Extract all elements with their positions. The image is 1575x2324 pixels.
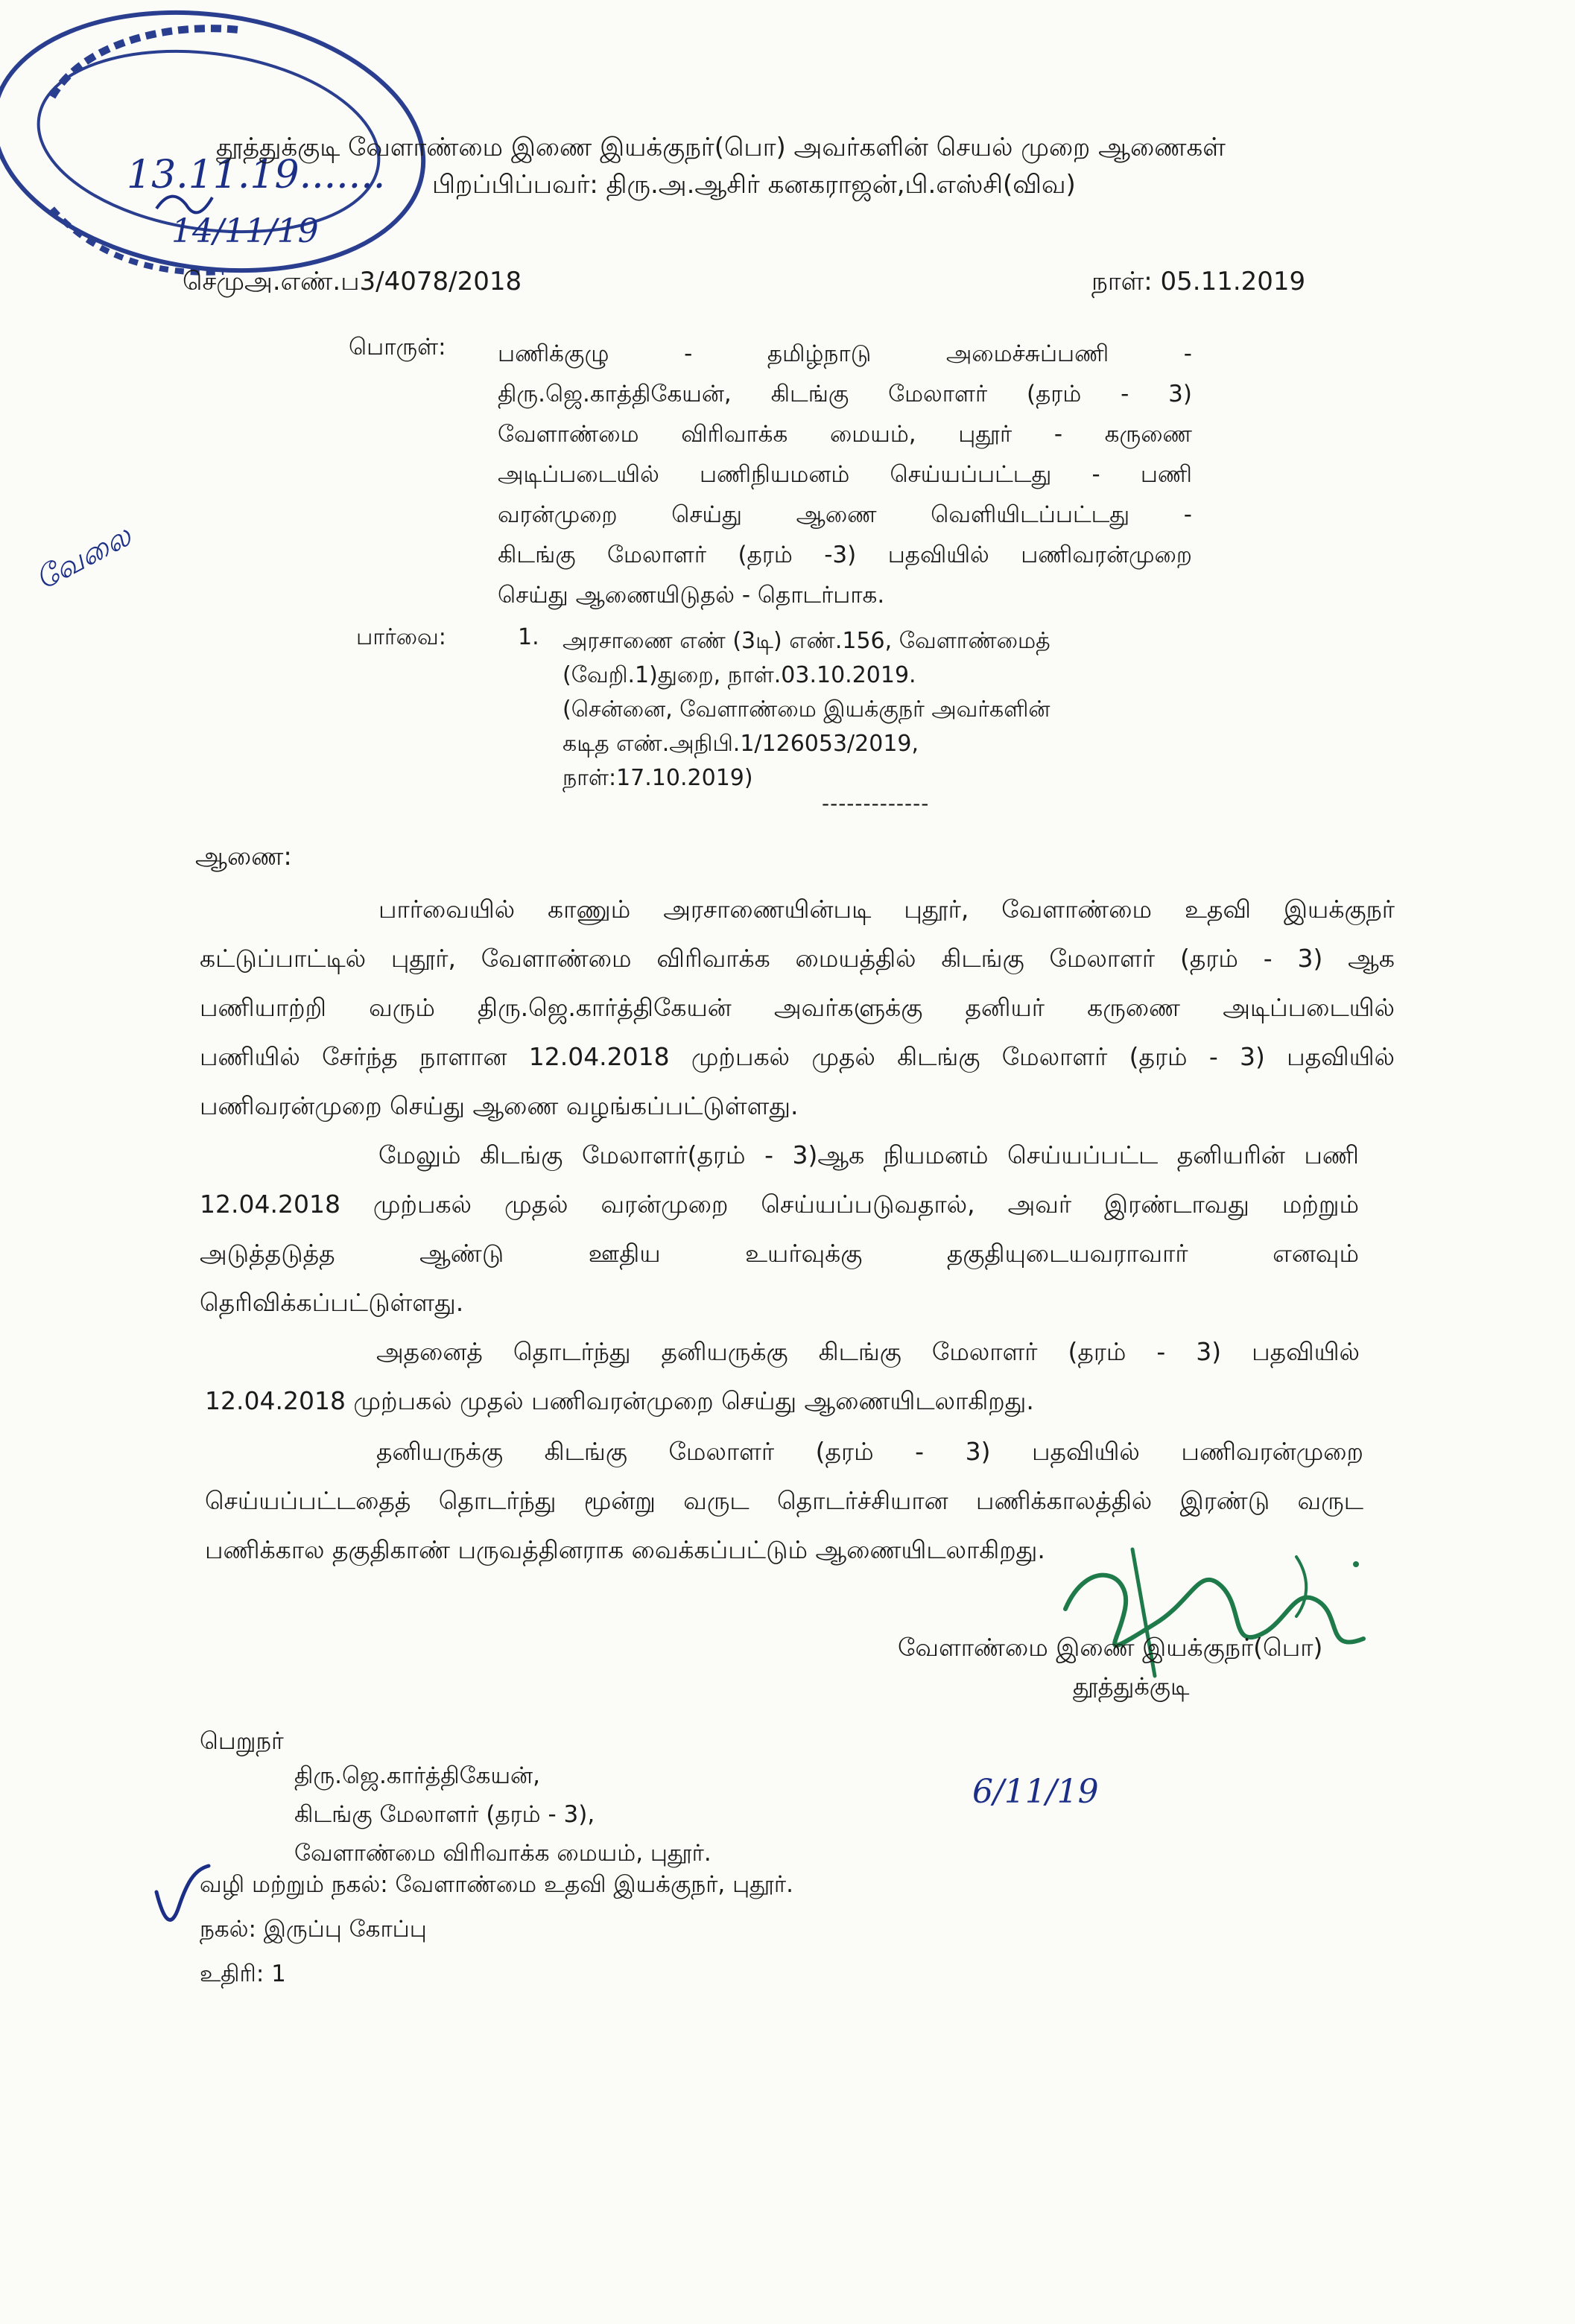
subject-line: கிடங்கு மேலாளர் (தரம் -3) பதவியில் பணிவரன்முறை	[498, 542, 1192, 568]
reference-label: பார்வை:	[356, 624, 446, 650]
paragraph-line: தனியருக்கு கிடங்கு மேலாளர் (தரம் - 3) பதவியில் பணிவரன்முறை	[376, 1437, 1363, 1466]
reference-number: செமுஅ.எண்.ப3/4078/2018	[183, 267, 522, 296]
subject-line: செய்து ஆணையிடுதல் - தொடர்பாக.	[498, 582, 885, 609]
order-label: ஆணை:	[195, 842, 292, 872]
reference-block	[562, 624, 1050, 796]
paragraph-line: மேலும் கிடங்கு மேலாளர்(தரம் - 3)ஆக நியமனம் செய்யப்பட்ட தனியரின் பணி	[378, 1140, 1359, 1169]
recipient-line: திரு.ஜெ.கார்த்திகேயன்,	[294, 1762, 540, 1789]
reference-separator: -------------	[822, 791, 930, 816]
copy-file-line: நகல்: இருப்பு கோப்பு	[200, 1916, 427, 1943]
initial-date-handwriting: 14/11/19	[171, 212, 319, 250]
paragraph-line: செய்யப்பட்டதைத் தொடர்ந்து மூன்று வருட தொடர்ச்சியான பணிக்காலத்தில் இரண்டு வருட	[205, 1486, 1363, 1515]
order-paragraph-2	[200, 1131, 1359, 1327]
paragraph-line: பணியில் சேர்ந்த நாளான 12.04.2018 முற்பகல் முதல் கிடங்கு மேலாளர் (தரம் - 3) பதவியில்	[200, 1042, 1395, 1071]
copy-via-line: வழி மற்றும் நகல்: வேளாண்மை உதவி இயக்குநர், புதூர்.	[200, 1871, 793, 1898]
paragraph-line: பணிவரன்முறை செய்து ஆணை வழங்கப்பட்டுள்ளது.	[200, 1091, 799, 1120]
paragraph-line: அதனைத் தொடர்ந்து தனியருக்கு கிடங்கு மேலாளர் (தரம் - 3) பதவியில்	[376, 1337, 1360, 1366]
paragraph-line: பணியாற்றி வரும் திரு.ஜெ.கார்த்திகேயன் அவர்களுக்கு தனியர் கருணை அடிப்படையில்	[200, 993, 1395, 1022]
issuer-line: பிறப்பிப்பவர்: திரு.அ.ஆசிர் கனகராஜன்,பி.எஸ்சி(விவ)	[432, 170, 1076, 200]
order-heading: தூத்துக்குடி வேளாண்மை இணை இயக்குநர்(பொ) அவர்களின் செயல் முறை ஆணைகள்	[216, 133, 1226, 162]
paragraph-line: அடுத்தடுத்த ஆண்டு ஊதிய உயர்வுக்கு தகுதியுடையவராவார் எனவும்	[200, 1239, 1359, 1268]
subject-block	[498, 334, 1192, 615]
subject-line: திரு.ஜெ.காத்திகேயன், கிடங்கு மேலாளர் (தரம் - 3)	[498, 381, 1192, 407]
reference-line: (சென்னை, வேளாண்மை இயக்குநர் அவர்களின்	[562, 696, 1050, 723]
recipient-line: வேளாண்மை விரிவாக்க மையம், புதூர்.	[294, 1840, 712, 1867]
recipient-label: பெறுநர்	[200, 1727, 284, 1755]
subject-line: பணிக்குழு - தமிழ்நாடு அமைச்சுப்பணி -	[498, 340, 1192, 367]
paragraph-line: 12.04.2018 முற்பகல் முதல் வரன்முறை செய்யப்படுவதால், அவர் இரண்டாவது மற்றும்	[200, 1190, 1359, 1219]
margin-handwritten-note: வேலை	[30, 518, 137, 597]
reference-item-number: 1.	[518, 624, 539, 650]
order-paragraph-3	[205, 1327, 1360, 1426]
order-paragraph-1	[200, 885, 1395, 1131]
subject-line: வேளாண்மை விரிவாக்க மையம், புதூர் - கருணை	[498, 421, 1192, 448]
subject-line: வரன்முறை செய்து ஆணை வெளியிடப்பட்டது -	[498, 501, 1192, 528]
paragraph-line: பணிக்கால தகுதிகாண் பருவத்தினராக வைக்கப்பட்டும் ஆணையிடலாகிறது.	[205, 1535, 1045, 1564]
order-date: நாள்: 05.11.2019	[1091, 267, 1306, 296]
paragraph-line: கட்டுப்பாட்டில் புதூர், வேளாண்மை விரிவாக்க மையத்தில் கிடங்கு மேலாளர் (தரம் - 3) ஆக	[200, 944, 1395, 973]
paragraph-line: தெரிவிக்கப்பட்டுள்ளது.	[200, 1288, 464, 1317]
margin-date-handwriting: 6/11/19	[972, 1773, 1099, 1811]
received-date-handwriting: 13.11.19.......	[127, 153, 386, 197]
spare-copies-line: உதிரி: 1	[200, 1961, 286, 1987]
reference-line: நாள்:17.10.2019)	[562, 765, 753, 791]
subject-label: பொருள்:	[349, 334, 446, 361]
paragraph-line: பார்வையில் காணும் அரசாணையின்படி புதூர், வேளாண்மை உதவி இயக்குநர்	[378, 895, 1395, 924]
paragraph-line: 12.04.2018 முற்பகல் முதல் பணிவரன்முறை செய்து ஆணையிடலாகிறது.	[205, 1386, 1034, 1415]
reference-line: (வேறி.1)துறை, நாள்.03.10.2019.	[562, 662, 916, 688]
reference-line: கடித எண்.அநிபி.1/126053/2019,	[562, 731, 919, 757]
subject-line: அடிப்படையில் பணிநியமனம் செய்யப்பட்டது - பணி	[498, 461, 1192, 488]
recipient-line: கிடங்கு மேலாளர் (தரம் - 3),	[294, 1801, 595, 1828]
signature-mark	[1043, 1542, 1401, 1691]
signatory-place: தூத்துக்குடி	[1073, 1672, 1190, 1701]
signatory-designation: வேளாண்மை இணை இயக்குநர்(பொ)	[898, 1633, 1323, 1662]
reference-line: அரசாணை எண் (3டி) எண்.156, வேளாண்மைத்	[562, 628, 1050, 654]
